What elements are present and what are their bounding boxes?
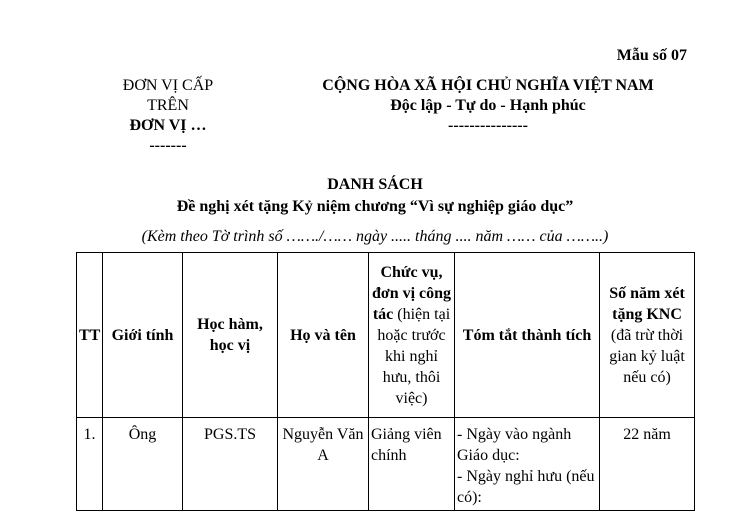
cell-tt: 1. [77, 418, 103, 511]
national-motto: Độc lập - Tự do - Hạnh phúc [390, 97, 586, 114]
left-divider: ------- [149, 137, 187, 154]
country-name: CỘNG HÒA XÃ HỘI CHỦ NGHĨA VIỆT NAM [322, 77, 654, 94]
right-divider: --------------- [448, 117, 528, 134]
table-row [77, 418, 695, 511]
form-number: Mẫu số 07 [616, 47, 687, 64]
nomination-table [76, 252, 695, 511]
document-subtitle: Đề nghị xét tặng Kỷ niệm chương “Vì sự nghiệp giáo dục” [176, 198, 574, 215]
cell-name: Nguyễn Văn A [278, 418, 369, 511]
cell-summary [455, 418, 600, 511]
cell-gender: Ông [103, 418, 183, 511]
document-title: DANH SÁCH [327, 176, 423, 193]
table-header-row [77, 253, 695, 418]
right-header [318, 76, 658, 136]
header-name: Họ và tên [278, 253, 369, 418]
cell-years: 22 năm [600, 418, 695, 511]
header-years-note: (đã trừ thời gian kỷ luật nếu có) [609, 326, 685, 386]
cell-degree: PGS.TS [183, 418, 278, 511]
header-years-main: Số năm xét tặng KNC [609, 284, 685, 323]
header-tt: TT [77, 253, 103, 418]
summary-line: - Ngày vào ngành Giáo dục: [457, 426, 572, 464]
header-summary: Tóm tắt thành tích [455, 253, 600, 418]
header-years [600, 253, 695, 418]
header-degree: Học hàm, học vị [183, 253, 278, 418]
superior-unit: ĐƠN VỊ CẤP TRÊN [122, 77, 214, 114]
document-note: (Kèm theo Tờ trình số ……./…… ngày ..... tháng .... năm …… của ……..) [141, 228, 609, 245]
header-position-note: (hiện tại hoặc trước khi nghỉ hưu, thôi việc) [377, 305, 451, 407]
header-position [369, 253, 455, 418]
unit-name: ĐƠN VỊ … [129, 117, 207, 134]
left-header [104, 76, 232, 156]
summary-line: - Ngày nghỉ hưu (nếu có): [457, 468, 595, 506]
header-position-main: Chức vụ, đơn vị công tác [371, 263, 452, 323]
header-gender: Giới tính [103, 253, 183, 418]
cell-position: Giảng viên chính [369, 418, 455, 511]
